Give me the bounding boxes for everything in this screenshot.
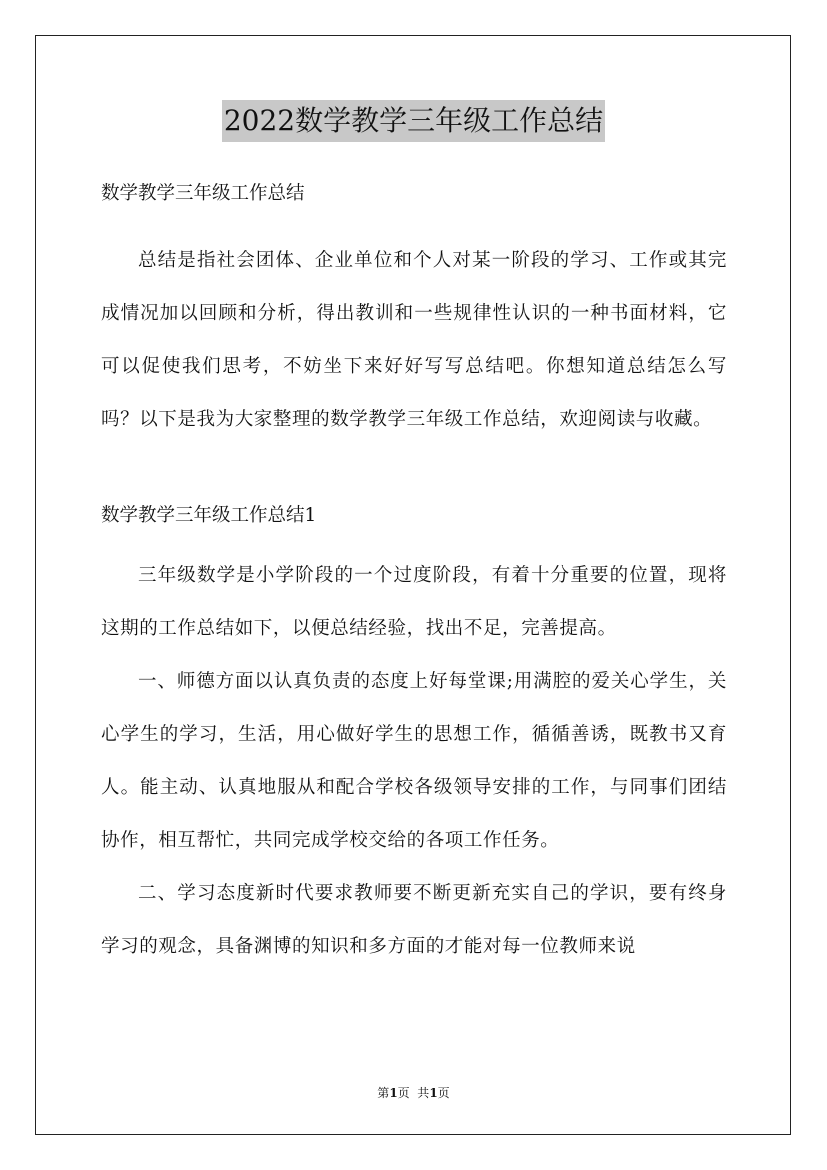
footer-page-number: 1 <box>389 1086 398 1100</box>
intro-paragraph: 总结是指社会团体、企业单位和个人对某一阶段的学习、工作或其完成情况加以回顾和分析，得出教训和一些规律性认识的一种书面材料，它可以促使我们思考，不妨坐下来好好写写总结吧。你想知道总结怎么写吗？以下是我为大家整理的数学教学三年级工作总结，欢迎阅读与收藏。 <box>101 250 727 430</box>
footer-middle: 页 共 <box>397 1086 430 1100</box>
page-footer <box>0 1084 827 1101</box>
spacer <box>101 536 727 549</box>
document-body <box>101 174 727 973</box>
footer-suffix: 页 <box>437 1086 450 1100</box>
body-paragraph: 三年级数学是小学阶段的一个过度阶段，有着十分重要的位置，现将这期的工作总结如下，以便总结经验，找出不足，完善提高。 <box>101 565 727 639</box>
document-subtitle: 数学教学三年级工作总结 <box>101 183 305 204</box>
spacer <box>101 446 727 496</box>
title-container <box>0 100 827 142</box>
spacer <box>101 214 727 234</box>
footer-prefix: 第 <box>377 1086 390 1100</box>
section-heading: 数学教学三年级工作总结1 <box>101 505 317 526</box>
body-paragraph: 二、学习态度新时代要求教师要不断更新充实自己的学识，要有终身学习的观念，具备渊博的知识和多方面的才能对每一位教师来说 <box>101 883 727 957</box>
footer-total-pages: 1 <box>429 1086 438 1100</box>
body-paragraph: 一、师德方面以认真负责的态度上好每堂课;用满腔的爱关心学生，关心学生的学习，生活，用心做好学生的思想工作，循循善诱，既教书又育人。能主动、认真地服从和配合学校各级领导安排的工作，与同事们团结协作，相互帮忙，共同完成学校交给的各项工作任务。 <box>101 671 727 851</box>
document-title: 2022数学教学三年级工作总结 <box>222 100 605 142</box>
